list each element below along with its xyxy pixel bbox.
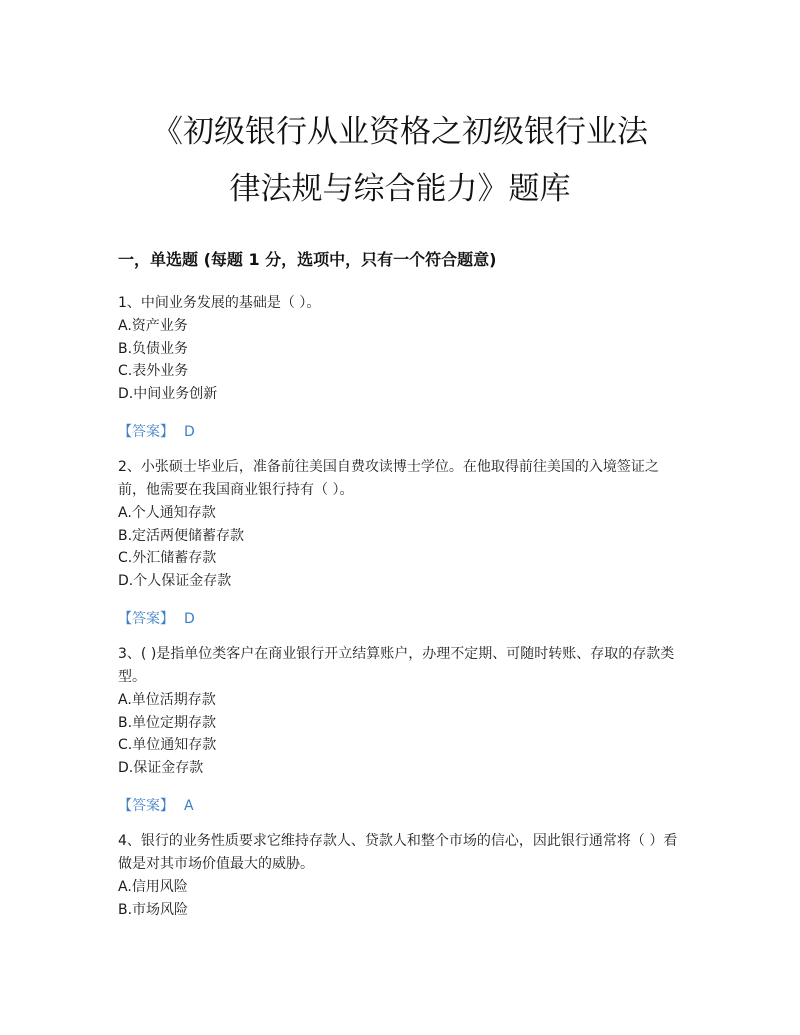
option-b: B.市场风险 <box>118 901 189 918</box>
question-3 <box>118 643 683 818</box>
question-2 <box>118 456 683 631</box>
question-stem: 1、中间业务发展的基础是（ ）。 <box>118 295 321 311</box>
question-stem: 4、银行的业务性质要求它维持存款人、贷款人和整个市场的信心，因此银行通常将（ ）看做是对其市场价值最大的威胁。 <box>118 833 678 872</box>
option-c: C.单位通知存款 <box>118 737 217 753</box>
answer <box>118 794 683 818</box>
answer <box>118 607 683 631</box>
answer-value: D <box>184 424 195 440</box>
question-4 <box>118 830 683 921</box>
option-c: C.外汇储蓄存款 <box>118 550 217 566</box>
option-d: D.中间业务创新 <box>118 385 218 402</box>
option-d: D.个人保证金存款 <box>118 572 232 589</box>
answer <box>118 420 683 444</box>
question-stem: 2、小张硕士毕业后，准备前往美国自费攻读博士学位。在他取得前往美国的入境签证之前，他需要在我国商业银行持有（ ）。 <box>118 459 659 498</box>
option-a: A.信用风险 <box>118 879 188 895</box>
answer-value: A <box>184 798 194 814</box>
option-a: A.资产业务 <box>118 318 188 334</box>
question-stem: 3、( )是指单位类客户在商业银行开立结算账户，办理不定期、可随时转账、存取的存款类型。 <box>118 646 675 685</box>
answer-value: D <box>184 611 195 627</box>
title-line-2: 律法规与综合能力》题库 <box>229 171 571 207</box>
question-list <box>118 292 683 933</box>
section-heading: 一，单选题 (每题 1 分，选项中，只有一个符合题意) <box>118 250 497 269</box>
option-a: A.单位活期存款 <box>118 692 216 708</box>
option-b: B.单位定期存款 <box>118 714 217 731</box>
question-1 <box>118 292 683 444</box>
option-b: B.负债业务 <box>118 340 189 357</box>
title-line-1: 《初级银行从业资格之初级银行业法 <box>152 114 648 150</box>
option-c: C.表外业务 <box>118 363 189 379</box>
option-a: A.个人通知存款 <box>118 505 216 521</box>
option-d: D.保证金存款 <box>118 759 204 776</box>
document-title <box>100 104 700 218</box>
answer-label: 【答案】 <box>118 798 174 814</box>
option-b: B.定活两便储蓄存款 <box>118 527 245 544</box>
answer-label: 【答案】 <box>118 424 174 440</box>
answer-label: 【答案】 <box>118 611 174 627</box>
